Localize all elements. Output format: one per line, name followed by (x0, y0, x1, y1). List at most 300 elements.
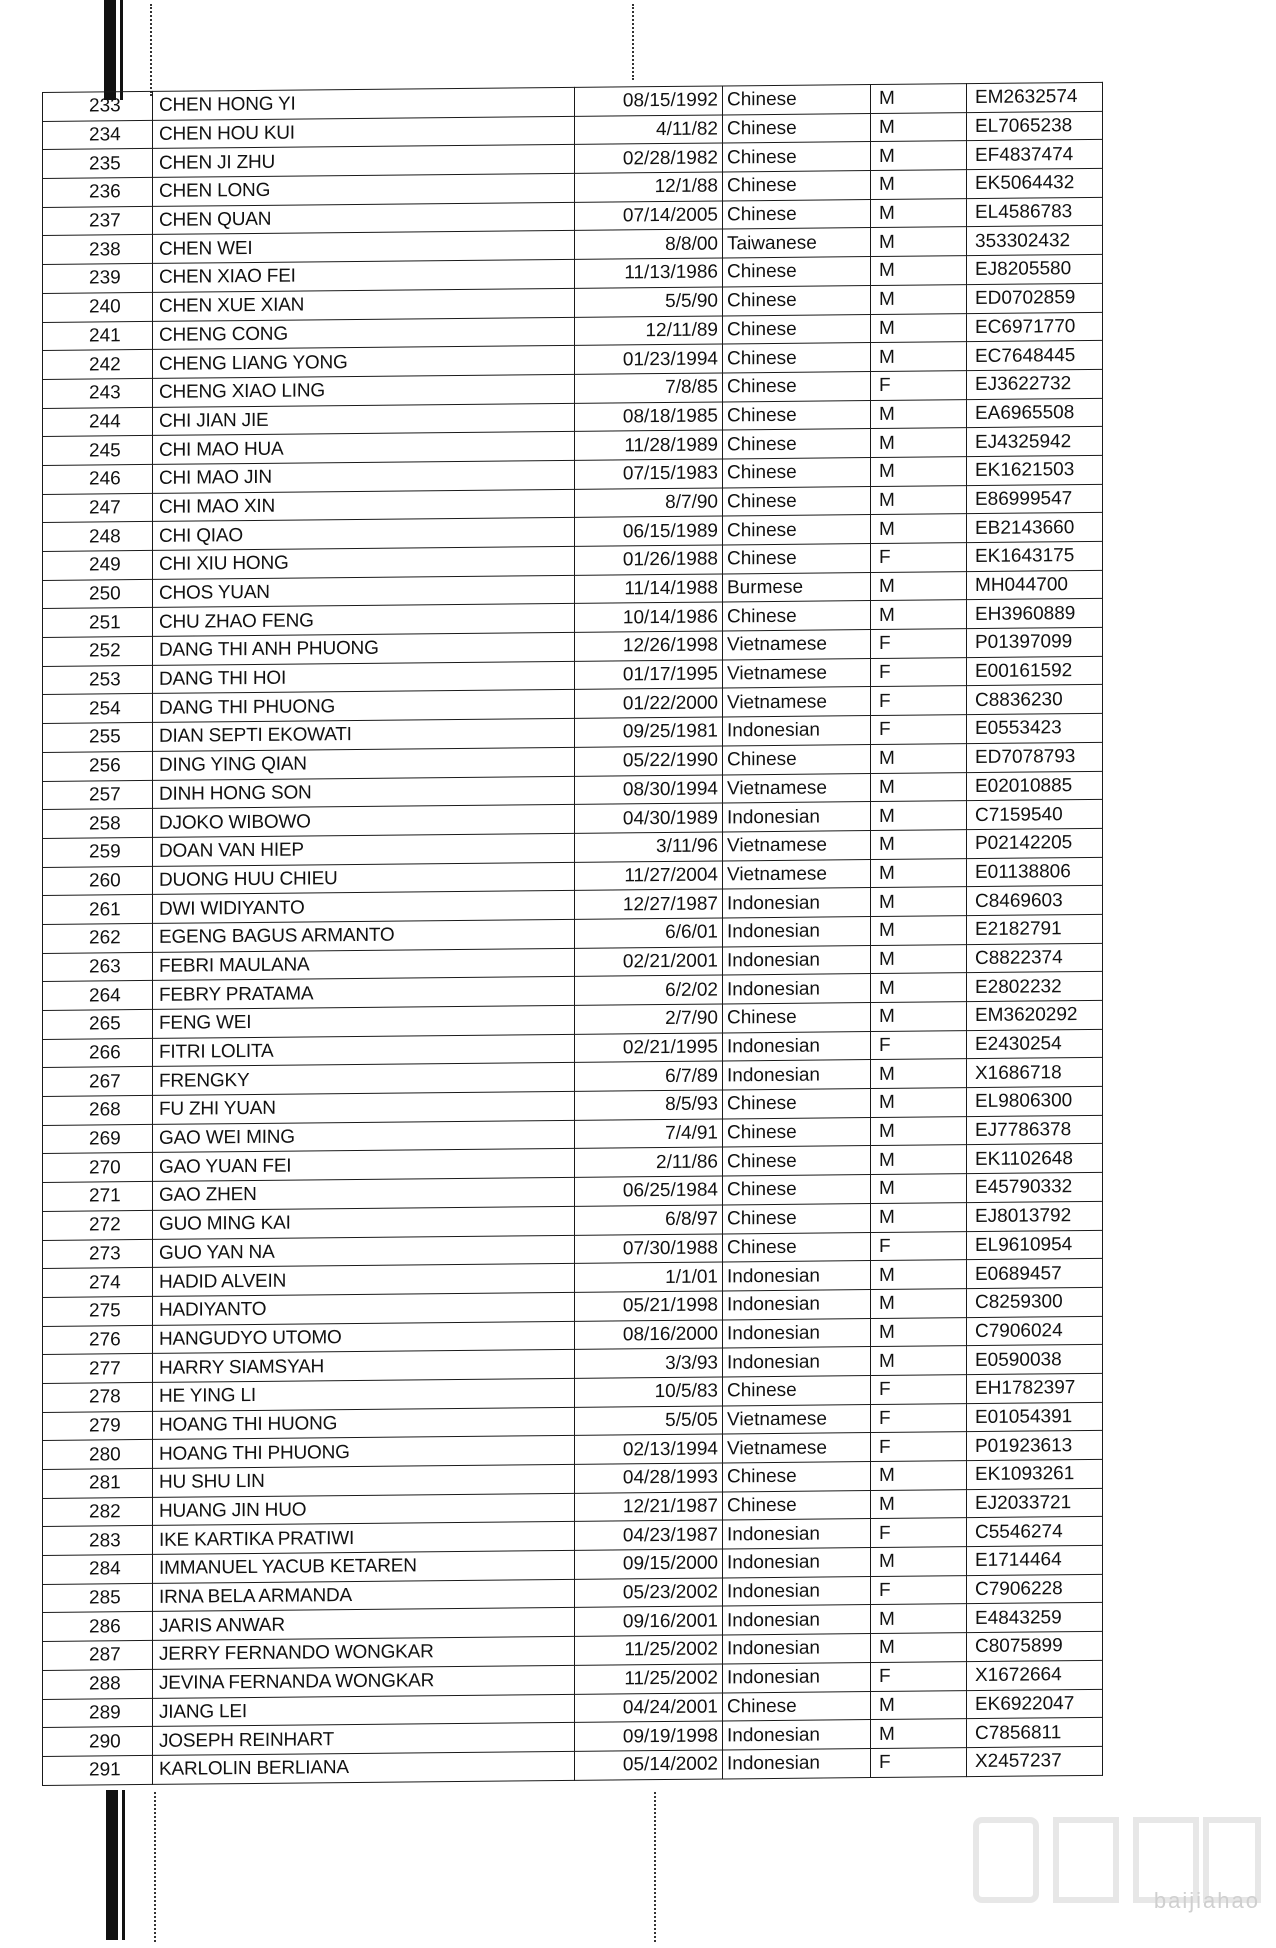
sex-cell: M (871, 399, 967, 429)
sex-cell: M (871, 973, 967, 1003)
full-name-cell: FITRI LOLITA (153, 1034, 575, 1067)
nationality-cell: Vietnamese (723, 859, 871, 889)
row-number-cell: 251 (43, 608, 153, 638)
nationality-cell: Chinese (723, 457, 871, 487)
full-name-cell: DANG THI HOI (153, 661, 575, 694)
birth-date-cell: 3/11/96 (575, 832, 723, 862)
birth-date-cell: 07/15/1983 (575, 459, 723, 489)
full-name-cell: GAO YUAN FEI (153, 1149, 575, 1182)
full-name-cell: DOAN VAN HIEP (153, 833, 575, 866)
nationality-cell: Vietnamese (723, 687, 871, 717)
birth-date-cell: 12/21/1987 (575, 1492, 723, 1522)
birth-date-cell: 06/25/1984 (575, 1176, 723, 1206)
full-name-cell: CHEN XUE XIAN (153, 288, 575, 321)
full-name-cell: FENG WEI (153, 1005, 575, 1038)
passport-number-cell: X1686718 (967, 1058, 1103, 1088)
passport-number-cell: E2802232 (967, 972, 1103, 1002)
passport-number-cell: EL7065238 (967, 111, 1103, 141)
passport-number-cell: EJ8205580 (967, 254, 1103, 284)
full-name-cell: FU ZHI YUAN (153, 1091, 575, 1124)
full-name-cell: CHEN HONG YI (153, 87, 575, 120)
passport-number-cell: E0590038 (967, 1345, 1103, 1375)
passport-number-cell: C7856811 (967, 1718, 1103, 1748)
sex-cell: M (871, 1088, 967, 1118)
full-name-cell: CHEN XIAO FEI (153, 260, 575, 293)
nationality-cell: Vietnamese (723, 773, 871, 803)
row-number-cell: 284 (43, 1555, 153, 1585)
sex-cell: M (871, 801, 967, 831)
nationality-cell: Indonesian (723, 945, 871, 975)
row-number-cell: 255 (43, 723, 153, 753)
birth-date-cell: 4/11/82 (575, 115, 723, 145)
row-number-cell: 288 (43, 1669, 153, 1699)
nationality-cell: Indonesian (723, 1576, 871, 1606)
passport-number-cell: EK1093261 (967, 1459, 1103, 1489)
sex-cell: M (871, 457, 967, 487)
row-number-cell: 253 (43, 665, 153, 695)
birth-date-cell: 12/26/1998 (575, 631, 723, 661)
nationality-cell: Chinese (723, 486, 871, 516)
sex-cell: M (871, 1719, 967, 1749)
nationality-cell: Chinese (723, 85, 871, 115)
passport-number-cell: C8836230 (967, 685, 1103, 715)
birth-date-cell: 04/30/1989 (575, 803, 723, 833)
full-name-cell: CHI QIAO (153, 518, 575, 551)
passport-number-cell: C7159540 (967, 800, 1103, 830)
row-number-cell: 273 (43, 1239, 153, 1269)
sex-cell: M (871, 1145, 967, 1175)
sex-cell: M (871, 1059, 967, 1089)
passport-number-cell: EJ4325942 (967, 427, 1103, 457)
row-number-cell: 264 (43, 981, 153, 1011)
nationality-cell: Chinese (723, 744, 871, 774)
full-name-cell: HOANG THI HUONG (153, 1407, 575, 1440)
full-name-cell: CHI MAO JIN (153, 460, 575, 493)
full-name-cell: KARLOLIN BERLIANA (153, 1751, 575, 1784)
sex-cell: M (871, 514, 967, 544)
passport-number-cell: C7906228 (967, 1574, 1103, 1604)
passport-number-cell: EC6971770 (967, 312, 1103, 342)
nationality-cell: Chinese (723, 285, 871, 315)
full-name-cell: DING YING QIAN (153, 747, 575, 780)
full-name-cell: CHI MAO HUA (153, 432, 575, 465)
passport-number-cell: E02010885 (967, 771, 1103, 801)
passport-number-cell: EK6922047 (967, 1689, 1103, 1719)
record-sheet (42, 82, 1102, 1786)
birth-date-cell: 6/6/01 (575, 918, 723, 948)
full-name-cell: HUANG JIN HUO (153, 1493, 575, 1526)
full-name-cell: HARRY SIAMSYAH (153, 1350, 575, 1383)
row-number-cell: 274 (43, 1268, 153, 1298)
birth-date-cell: 11/27/2004 (575, 861, 723, 891)
sex-cell: M (871, 485, 967, 515)
birth-date-cell: 08/15/1992 (575, 86, 723, 116)
nationality-cell: Chinese (723, 1462, 871, 1492)
sex-cell: M (871, 313, 967, 343)
birth-date-cell: 10/5/83 (575, 1377, 723, 1407)
full-name-cell: HADID ALVEIN (153, 1264, 575, 1297)
nationality-cell: Chinese (723, 429, 871, 459)
row-number-cell: 279 (43, 1411, 153, 1441)
sex-cell: M (871, 830, 967, 860)
sex-cell: M (871, 1690, 967, 1720)
personnel-table (42, 82, 1103, 1786)
full-name-cell: EGENG BAGUS ARMANTO (153, 919, 575, 952)
row-number-cell: 258 (43, 809, 153, 839)
passport-number-cell: MH044700 (967, 570, 1103, 600)
full-name-cell: DJOKO WIBOWO (153, 805, 575, 838)
nationality-cell: Taiwanese (723, 228, 871, 258)
row-number-cell: 280 (43, 1440, 153, 1470)
birth-date-cell: 04/28/1993 (575, 1463, 723, 1493)
row-number-cell: 248 (43, 522, 153, 552)
row-number-cell: 234 (43, 120, 153, 150)
sex-cell: M (871, 1002, 967, 1032)
nationality-cell: Indonesian (723, 1662, 871, 1692)
birth-date-cell: 04/23/1987 (575, 1520, 723, 1550)
sex-cell: M (871, 1116, 967, 1146)
full-name-cell: HOANG THI PHUONG (153, 1436, 575, 1469)
sex-cell: M (871, 342, 967, 372)
passport-number-cell: EM2632574 (967, 82, 1103, 112)
scan-edge-top (104, 0, 116, 100)
row-number-cell: 254 (43, 694, 153, 724)
passport-number-cell: X2457237 (967, 1746, 1103, 1776)
full-name-cell: HU SHU LIN (153, 1464, 575, 1497)
nationality-cell: Chinese (723, 113, 871, 143)
passport-number-cell: C8075899 (967, 1631, 1103, 1661)
nationality-cell: Burmese (723, 572, 871, 602)
sex-cell: F (871, 1231, 967, 1261)
sex-cell: F (871, 657, 967, 687)
birth-date-cell: 11/25/2002 (575, 1635, 723, 1665)
row-number-cell: 245 (43, 436, 153, 466)
passport-number-cell: P01923613 (967, 1431, 1103, 1461)
passport-number-cell: ED0702859 (967, 283, 1103, 313)
row-number-cell: 265 (43, 1009, 153, 1039)
full-name-cell: HANGUDYO UTOMO (153, 1321, 575, 1354)
passport-number-cell: C8469603 (967, 886, 1103, 916)
birth-date-cell: 05/14/2002 (575, 1750, 723, 1780)
passport-number-cell: EK5064432 (967, 168, 1103, 198)
passport-number-cell: P01397099 (967, 627, 1103, 657)
sex-cell: M (871, 141, 967, 171)
sex-cell: M (871, 428, 967, 458)
birth-date-cell: 08/18/1985 (575, 402, 723, 432)
row-number-cell: 261 (43, 895, 153, 925)
birth-date-cell: 11/13/1986 (575, 258, 723, 288)
row-number-cell: 244 (43, 407, 153, 437)
row-number-cell: 272 (43, 1210, 153, 1240)
passport-number-cell: EH3960889 (967, 599, 1103, 629)
passport-number-cell: EL4586783 (967, 197, 1103, 227)
passport-number-cell: EA6965508 (967, 398, 1103, 428)
sex-cell: F (871, 543, 967, 573)
passport-number-cell: C5546274 (967, 1517, 1103, 1547)
full-name-cell: CHEN JI ZHU (153, 145, 575, 178)
row-number-cell: 250 (43, 579, 153, 609)
row-number-cell: 269 (43, 1124, 153, 1154)
watermark-text: baijiahao (1153, 1888, 1260, 1913)
scan-dots-center-bottom (654, 1792, 659, 1942)
row-number-cell: 291 (43, 1755, 153, 1785)
full-name-cell: JIANG LEI (153, 1694, 575, 1727)
nationality-cell: Indonesian (723, 1318, 871, 1348)
sex-cell: M (871, 916, 967, 946)
full-name-cell: JARIS ANWAR (153, 1608, 575, 1641)
full-name-cell: DANG THI ANH PHUONG (153, 632, 575, 665)
birth-date-cell: 07/30/1988 (575, 1233, 723, 1263)
full-name-cell: DUONG HUU CHIEU (153, 862, 575, 895)
passport-number-cell: EJ3622732 (967, 369, 1103, 399)
full-name-cell: GAO ZHEN (153, 1178, 575, 1211)
nationality-cell: Chinese (723, 199, 871, 229)
row-number-cell: 240 (43, 292, 153, 322)
sex-cell: M (871, 772, 967, 802)
full-name-cell: CHEN QUAN (153, 202, 575, 235)
nationality-cell: Chinese (723, 1232, 871, 1262)
birth-date-cell: 05/23/2002 (575, 1578, 723, 1608)
sex-cell: F (871, 371, 967, 401)
passport-number-cell: EJ2033721 (967, 1488, 1103, 1518)
passport-number-cell: EF4837474 (967, 140, 1103, 170)
row-number-cell: 243 (43, 378, 153, 408)
row-number-cell: 282 (43, 1497, 153, 1527)
nationality-cell: Vietnamese (723, 1404, 871, 1434)
birth-date-cell: 02/21/2001 (575, 947, 723, 977)
row-number-cell: 233 (43, 91, 153, 121)
nationality-cell: Chinese (723, 1117, 871, 1147)
passport-number-cell: E2182791 (967, 914, 1103, 944)
birth-date-cell: 6/8/97 (575, 1205, 723, 1235)
row-number-cell: 262 (43, 923, 153, 953)
passport-number-cell: EL9610954 (967, 1230, 1103, 1260)
sex-cell: F (871, 1030, 967, 1060)
nationality-cell: Chinese (723, 142, 871, 172)
birth-date-cell: 08/16/2000 (575, 1320, 723, 1350)
full-name-cell: FEBRI MAULANA (153, 948, 575, 981)
full-name-cell: IMMANUEL YACUB KETAREN (153, 1550, 575, 1583)
sex-cell: F (871, 1575, 967, 1605)
nationality-cell: Vietnamese (723, 630, 871, 660)
nationality-cell: Indonesian (723, 1261, 871, 1291)
passport-number-cell: P02142205 (967, 828, 1103, 858)
sex-cell: M (871, 858, 967, 888)
birth-date-cell: 09/25/1981 (575, 717, 723, 747)
nationality-cell: Chinese (723, 1490, 871, 1520)
nationality-cell: Indonesian (723, 1605, 871, 1635)
nationality-cell: Chinese (723, 515, 871, 545)
row-number-cell: 287 (43, 1641, 153, 1671)
birth-date-cell: 09/15/2000 (575, 1549, 723, 1579)
full-name-cell: CHENG CONG (153, 317, 575, 350)
sex-cell: M (871, 227, 967, 257)
birth-date-cell: 12/11/89 (575, 315, 723, 345)
full-name-cell: CHI XIU HONG (153, 546, 575, 579)
row-number-cell: 236 (43, 178, 153, 208)
passport-number-cell: C8259300 (967, 1287, 1103, 1317)
passport-number-cell: E1714464 (967, 1545, 1103, 1575)
row-number-cell: 260 (43, 866, 153, 896)
nationality-cell: Chinese (723, 1089, 871, 1119)
passport-number-cell: E45790332 (967, 1172, 1103, 1202)
full-name-cell: JEVINA FERNANDA WONGKAR (153, 1665, 575, 1698)
full-name-cell: DANG THI PHUONG (153, 690, 575, 723)
sex-cell: M (871, 887, 967, 917)
sex-cell: M (871, 112, 967, 142)
nationality-cell: Indonesian (723, 1519, 871, 1549)
birth-date-cell: 8/5/93 (575, 1090, 723, 1120)
birth-date-cell: 5/5/90 (575, 287, 723, 317)
scan-edge-top-thin (120, 0, 123, 100)
sex-cell: M (871, 1346, 967, 1376)
full-name-cell: HADIYANTO (153, 1292, 575, 1325)
passport-number-cell: EJ7786378 (967, 1115, 1103, 1145)
table-body (43, 82, 1103, 1785)
passport-number-cell: EL9806300 (967, 1086, 1103, 1116)
sex-cell: M (871, 1633, 967, 1663)
birth-date-cell: 02/21/1995 (575, 1033, 723, 1063)
row-number-cell: 256 (43, 751, 153, 781)
passport-number-cell: EK1102648 (967, 1144, 1103, 1174)
full-name-cell: GAO WEI MING (153, 1120, 575, 1153)
birth-date-cell: 05/21/1998 (575, 1291, 723, 1321)
nationality-cell: Chinese (723, 1146, 871, 1176)
sex-cell: F (871, 629, 967, 659)
scan-dots-bottom (154, 1792, 159, 1942)
nationality-cell: Indonesian (723, 1289, 871, 1319)
full-name-cell: CHEN LONG (153, 173, 575, 206)
sex-cell: M (871, 571, 967, 601)
passport-number-cell: C7906024 (967, 1316, 1103, 1346)
birth-date-cell: 04/24/2001 (575, 1692, 723, 1722)
nationality-cell: Chinese (723, 601, 871, 631)
nationality-cell: Indonesian (723, 1060, 871, 1090)
row-number-cell: 277 (43, 1354, 153, 1384)
full-name-cell: GUO YAN NA (153, 1235, 575, 1268)
full-name-cell: HE YING LI (153, 1378, 575, 1411)
birth-date-cell: 3/3/93 (575, 1348, 723, 1378)
row-number-cell: 276 (43, 1325, 153, 1355)
birth-date-cell: 01/22/2000 (575, 688, 723, 718)
scan-edge-bottom (106, 1790, 118, 1940)
birth-date-cell: 6/2/02 (575, 975, 723, 1005)
sex-cell: M (871, 1289, 967, 1319)
sex-cell: M (871, 1317, 967, 1347)
full-name-cell: CHENG XIAO LING (153, 374, 575, 407)
row-number-cell: 285 (43, 1583, 153, 1613)
passport-number-cell: 353302432 (967, 226, 1103, 256)
passport-number-cell: EH1782397 (967, 1373, 1103, 1403)
row-number-cell: 266 (43, 1038, 153, 1068)
sex-cell: M (871, 1202, 967, 1232)
passport-number-cell: E0553423 (967, 713, 1103, 743)
row-number-cell: 235 (43, 149, 153, 179)
nationality-cell: Chinese (723, 343, 871, 373)
full-name-cell: GUO MING KAI (153, 1206, 575, 1239)
row-number-cell: 275 (43, 1296, 153, 1326)
full-name-cell: IRNA BELA ARMANDA (153, 1579, 575, 1612)
nationality-cell: Vietnamese (723, 1433, 871, 1463)
full-name-cell: JOSEPH REINHART (153, 1723, 575, 1756)
row-number-cell: 238 (43, 235, 153, 265)
row-number-cell: 270 (43, 1153, 153, 1183)
birth-date-cell: 2/11/86 (575, 1147, 723, 1177)
full-name-cell: CHEN HOU KUI (153, 116, 575, 149)
nationality-cell: Chinese (723, 544, 871, 574)
nationality-cell: Chinese (723, 1175, 871, 1205)
nationality-cell: Chinese (723, 171, 871, 201)
scan-edge-bottom-thin (122, 1790, 125, 1940)
row-number-cell: 247 (43, 493, 153, 523)
scan-dots-center-top (632, 4, 637, 80)
birth-date-cell: 11/25/2002 (575, 1664, 723, 1694)
row-number-cell: 267 (43, 1067, 153, 1097)
birth-date-cell: 02/13/1994 (575, 1434, 723, 1464)
sex-cell: M (871, 284, 967, 314)
nationality-cell: Indonesian (723, 802, 871, 832)
birth-date-cell: 2/7/90 (575, 1004, 723, 1034)
row-number-cell: 278 (43, 1382, 153, 1412)
nationality-cell: Chinese (723, 257, 871, 287)
birth-date-cell: 11/28/1989 (575, 430, 723, 460)
sex-cell: F (871, 1403, 967, 1433)
passport-number-cell: ED7078793 (967, 742, 1103, 772)
row-number-cell: 241 (43, 321, 153, 351)
sex-cell: F (871, 1375, 967, 1405)
passport-number-cell: EK1621503 (967, 455, 1103, 485)
nationality-cell: Chinese (723, 1203, 871, 1233)
passport-number-cell: E4843259 (967, 1603, 1103, 1633)
sex-cell: F (871, 1432, 967, 1462)
sex-cell: M (871, 198, 967, 228)
nationality-cell: Chinese (723, 314, 871, 344)
nationality-cell: Indonesian (723, 1548, 871, 1578)
row-number-cell: 237 (43, 206, 153, 236)
passport-number-cell: EB2143660 (967, 513, 1103, 543)
row-number-cell: 281 (43, 1468, 153, 1498)
full-name-cell: JERRY FERNANDO WONGKAR (153, 1637, 575, 1670)
row-number-cell: 289 (43, 1698, 153, 1728)
full-name-cell: IKE KARTIKA PRATIWI (153, 1522, 575, 1555)
row-number-cell: 249 (43, 550, 153, 580)
sex-cell: M (871, 170, 967, 200)
nationality-cell: Indonesian (723, 1031, 871, 1061)
birth-date-cell: 1/1/01 (575, 1262, 723, 1292)
nationality-cell: Indonesian (723, 974, 871, 1004)
birth-date-cell: 7/8/85 (575, 373, 723, 403)
full-name-cell: CHI JIAN JIE (153, 403, 575, 436)
nationality-cell: Chinese (723, 1375, 871, 1405)
row-number-cell: 239 (43, 264, 153, 294)
row-number-cell: 290 (43, 1727, 153, 1757)
birth-date-cell: 09/19/1998 (575, 1721, 723, 1751)
birth-date-cell: 09/16/2001 (575, 1606, 723, 1636)
passport-number-cell: C8822374 (967, 943, 1103, 973)
birth-date-cell: 7/4/91 (575, 1119, 723, 1149)
nationality-cell: Indonesian (723, 1720, 871, 1750)
passport-number-cell: E2430254 (967, 1029, 1103, 1059)
nationality-cell: Chinese (723, 1003, 871, 1033)
nationality-cell: Indonesian (723, 916, 871, 946)
birth-date-cell: 02/28/1982 (575, 143, 723, 173)
passport-number-cell: E0689457 (967, 1259, 1103, 1289)
passport-number-cell: E01054391 (967, 1402, 1103, 1432)
full-name-cell: CHENG LIANG YONG (153, 346, 575, 379)
sex-cell: M (871, 1174, 967, 1204)
passport-number-cell: EJ8013792 (967, 1201, 1103, 1231)
sex-cell: M (871, 1489, 967, 1519)
